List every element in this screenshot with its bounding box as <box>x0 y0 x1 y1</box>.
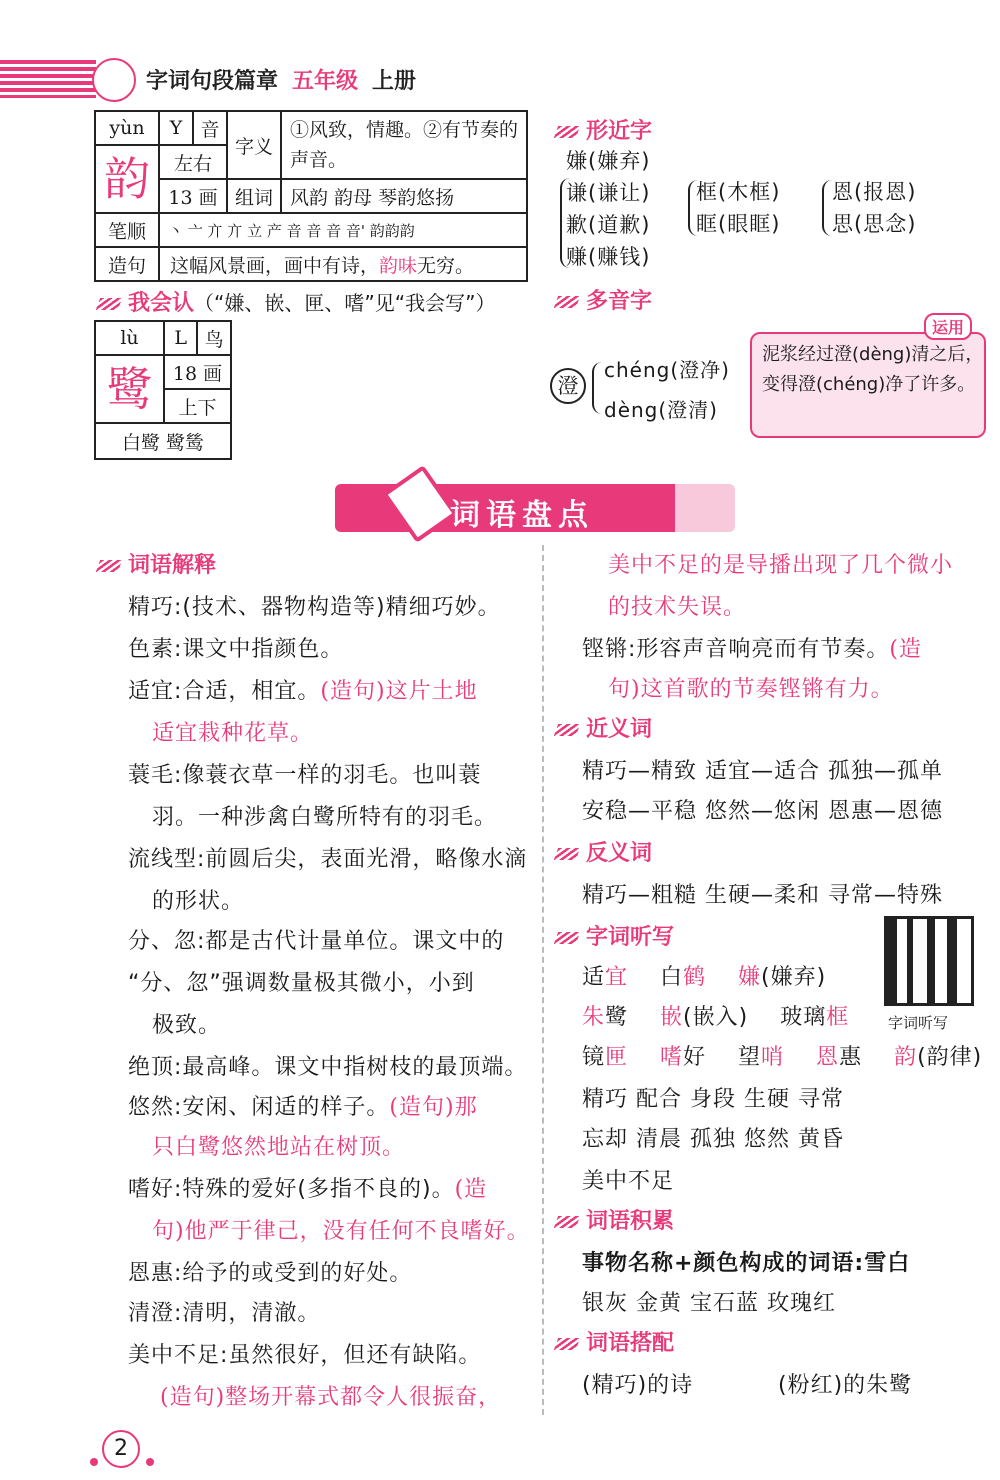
similar-item: 歉(道歉) <box>566 213 651 237</box>
pinyin: lù <box>95 321 164 355</box>
explain-line: “分、忽”强调数量极其微小，小到 <box>128 971 475 996</box>
dictation-highlight: 朱 <box>582 1005 606 1030</box>
accumulate-title: 词语积累 <box>586 1209 675 1234</box>
stroke-count: 13 画 <box>159 179 227 213</box>
similar-heading <box>556 114 652 145</box>
explain-line <box>128 674 478 705</box>
dictation-char: (嵌入) <box>683 1005 749 1030</box>
explain-line: 分、忽:都是古代计量单位。课文中的 <box>128 929 505 954</box>
polyphone-heading <box>556 284 652 315</box>
example-line: 适宜栽种花草。 <box>152 721 314 746</box>
char-card-yun <box>94 110 528 282</box>
page-number: 2 <box>102 1430 140 1468</box>
radical-part: 音 <box>193 111 227 145</box>
similar-group-2 <box>696 176 780 240</box>
dictation-highlight: 宜 <box>605 965 629 990</box>
similar-item: 眶(眼眶) <box>696 212 781 236</box>
similar-group-3 <box>832 176 916 240</box>
dictation-highlight: 匣 <box>605 1045 629 1070</box>
pen-icon <box>554 724 580 736</box>
explain-line: 精巧:(技术、器物构造等)精细巧妙。 <box>128 595 501 620</box>
book-title: 字词句段篇章 <box>146 69 279 94</box>
similar-item: 恩(报恩) <box>832 180 917 204</box>
similar-item: 嫌(嫌弃) <box>566 149 651 173</box>
explain-line <box>128 1172 487 1203</box>
stroke-order: 丶 亠 亣 亣 立 产 音 音 音 音' 韵韵韵 <box>159 213 527 247</box>
recognize-title: 我会认 <box>128 291 195 316</box>
dictation-char: 白 <box>660 965 684 990</box>
explain-line: 绝顶:最高峰。课文中指树枝的最顶端。 <box>128 1055 528 1080</box>
collocation-title: 词语搭配 <box>586 1331 675 1356</box>
dictation-highlight: 嫌 <box>738 965 762 990</box>
dictation-line <box>582 1040 982 1071</box>
example-line: 美中不足的是导播出现了几个微小 <box>608 553 954 578</box>
similar-item: 赚(赚钱) <box>566 245 651 269</box>
similar-group-1 <box>566 145 650 273</box>
dictation-heading <box>556 920 674 951</box>
big-character: 鹭 <box>95 355 164 423</box>
polyphone-char: 澄 <box>550 368 586 404</box>
explain-line: 美中不足:虽然很好，但还有缺陷。 <box>128 1343 482 1368</box>
meaning-text: ①风致，情趣。②有节奏的声音。 <box>281 111 527 179</box>
accumulate-line: 事物名称+颜色构成的词语:雪白 <box>582 1251 911 1276</box>
antonym-line: 精巧—粗糙 生硬—柔和 寻常—特殊 <box>582 883 943 908</box>
explain-text: 嗜好:特殊的爱好(多指不良的)。 <box>128 1177 455 1202</box>
dictation-title: 字词听写 <box>586 925 675 950</box>
example-line: 句)他严于律己，没有任何不良嗜好。 <box>152 1219 530 1244</box>
banner-title: 词语盘点 <box>450 498 594 533</box>
dictation-char: 镜 <box>582 1045 606 1070</box>
dictation-highlight: 嵌 <box>660 1005 684 1030</box>
dictation-line <box>582 1000 849 1031</box>
words-text: 白鹭 鹭鸶 <box>95 423 231 459</box>
structure: 上下 <box>164 389 231 423</box>
sentence-part: 这幅风景画，画中有诗， <box>170 254 380 277</box>
dictation-highlight: 框 <box>826 1005 850 1030</box>
usage-text: 泥浆经过澄(dèng)清之后，变得澄(chéng)净了许多。 <box>762 344 984 395</box>
dictation-line: 忘却 清晨 孤独 悠然 黄昏 <box>582 1127 844 1152</box>
collocation-heading <box>556 1326 674 1357</box>
dictation-highlight: 哨 <box>761 1045 785 1070</box>
structure: 左右 <box>159 145 227 179</box>
pinyin: yùn <box>95 111 159 145</box>
explain-line: 清澄:清明，清澈。 <box>128 1301 321 1326</box>
dictation-char: 好 <box>683 1045 707 1070</box>
accumulate-heading <box>556 1204 674 1235</box>
radical: Y <box>159 111 193 145</box>
explain-line: 羽。一种涉禽白鹭所特有的羽毛。 <box>152 805 498 830</box>
words-text: 风韵 韵母 琴韵悠扬 <box>281 179 527 213</box>
pen-icon <box>554 296 580 308</box>
qr-label: 字词听写 <box>888 1014 949 1032</box>
dictation-highlight: 鹤 <box>683 965 707 990</box>
dictation-line: 美中不足 <box>582 1169 675 1194</box>
similar-item: 框(木框) <box>696 180 781 204</box>
brace-icon <box>592 362 602 414</box>
radical: L <box>164 321 197 355</box>
grade-label: 五年级 <box>292 69 359 94</box>
example-text: (造 <box>889 637 923 662</box>
volume-label: 上册 <box>372 69 417 94</box>
dictation-highlight: 韵 <box>894 1045 918 1070</box>
collocation-item: (精巧)的诗 <box>582 1373 694 1398</box>
column-divider <box>542 545 544 1415</box>
dictation-highlight: 恩 <box>816 1045 840 1070</box>
dictation-char: 玻璃 <box>780 1005 827 1030</box>
explain-line: 的形状。 <box>152 889 245 914</box>
dictation-highlight: 嗜 <box>660 1045 684 1070</box>
synonym-line: 安稳—平稳 悠然—悠闲 恩惠—恩德 <box>582 799 943 824</box>
explain-text: 适宜:合适，相宜。 <box>128 679 321 704</box>
dictation-char: (嫌弃) <box>761 965 827 990</box>
sentence-label: 造句 <box>95 247 159 281</box>
example-text: (造句)这片土地 <box>320 679 478 704</box>
pen-icon <box>554 126 580 138</box>
explain-line: 蓑毛:像蓑衣草一样的羽毛。也叫蓑 <box>128 763 482 788</box>
char-card-lu <box>94 320 232 460</box>
mascot-icon <box>92 58 136 102</box>
sentence-part: 无穷。 <box>417 254 475 277</box>
explain-line: 恩惠:给予的或受到的好处。 <box>128 1261 413 1286</box>
explain-text: 铿锵:形容声音响亮而有节奏。 <box>582 637 890 662</box>
example-line: (造句)整场开幕式都令人很振奋， <box>160 1385 502 1410</box>
example-line: 句)这首歌的节奏铿锵有力。 <box>608 677 894 702</box>
usage-tag: 运用 <box>924 313 972 340</box>
pen-icon <box>554 848 580 860</box>
dictation-char: 望 <box>738 1045 762 1070</box>
sentence-text <box>159 247 527 281</box>
synonym-title: 近义词 <box>586 717 653 742</box>
polyphone-title: 多音字 <box>586 289 653 314</box>
synonym-heading <box>556 712 652 743</box>
similar-item: 思(思念) <box>832 212 917 236</box>
dictation-char: 鹭 <box>605 1005 629 1030</box>
recognize-heading <box>98 286 495 317</box>
example-line: 的技术失误。 <box>608 595 747 620</box>
meaning-label: 字义 <box>227 111 281 179</box>
collocation-item: (粉红)的朱鹭 <box>778 1373 913 1398</box>
explain-text: 悠然:安闲、闲适的样子。 <box>128 1095 390 1120</box>
pen-icon <box>554 1338 580 1350</box>
explain-line <box>128 1090 478 1121</box>
example-line: 只白鹭悠然地站在树顶。 <box>152 1135 406 1160</box>
similar-title: 形近字 <box>586 119 653 144</box>
example-text: (造句)那 <box>389 1095 478 1120</box>
dictation-line <box>582 960 826 991</box>
reading-item: chéng(澄净) <box>604 358 730 382</box>
explain-line: 极致。 <box>152 1013 222 1038</box>
page-dot <box>90 1458 98 1466</box>
antonym-title: 反义词 <box>586 841 653 866</box>
header-stripes <box>0 60 96 98</box>
brace-icon <box>822 180 832 236</box>
page-dot <box>146 1458 154 1466</box>
explain-heading <box>98 548 216 579</box>
section-banner <box>335 484 735 532</box>
explain-line: 流线型:前圆后尖，表面光滑，略像水滴 <box>128 847 528 872</box>
accumulate-line: 银灰 金黄 宝石蓝 玫瑰红 <box>582 1291 836 1316</box>
example-text: (造 <box>454 1177 488 1202</box>
pen-icon <box>554 1216 580 1228</box>
pen-icon <box>96 298 122 310</box>
dictation-char: (韵律) <box>917 1045 983 1070</box>
reading-item: dèng(澄清) <box>604 398 718 422</box>
dictation-line: 精巧 配合 身段 生硬 寻常 <box>582 1087 844 1112</box>
qr-code-icon[interactable] <box>884 916 974 1006</box>
sentence-highlight: 韵味 <box>379 254 418 277</box>
explain-line <box>582 632 922 663</box>
explain-title: 词语解释 <box>128 553 217 578</box>
antonym-heading <box>556 836 652 867</box>
words-label: 组词 <box>227 179 281 213</box>
stroke-count: 18 画 <box>164 355 231 389</box>
polyphone-readings <box>604 350 730 430</box>
dictation-char: 惠 <box>839 1045 863 1070</box>
header-title <box>146 64 416 95</box>
big-character: 韵 <box>95 145 159 213</box>
recognize-note: （“嫌、嵌、匣、嗜”见“我会写”） <box>194 291 496 315</box>
order-label: 笔顺 <box>95 213 159 247</box>
explain-line: 色素:课文中指颜色。 <box>128 637 344 662</box>
dictation-char: 适 <box>582 965 606 990</box>
similar-item: 谦(谦让) <box>566 181 651 205</box>
pen-icon <box>554 932 580 944</box>
pen-icon <box>96 560 122 572</box>
synonym-line: 精巧—精致 适宜—适合 孤独—孤单 <box>582 759 943 784</box>
radical-part: 鸟 <box>197 321 231 355</box>
